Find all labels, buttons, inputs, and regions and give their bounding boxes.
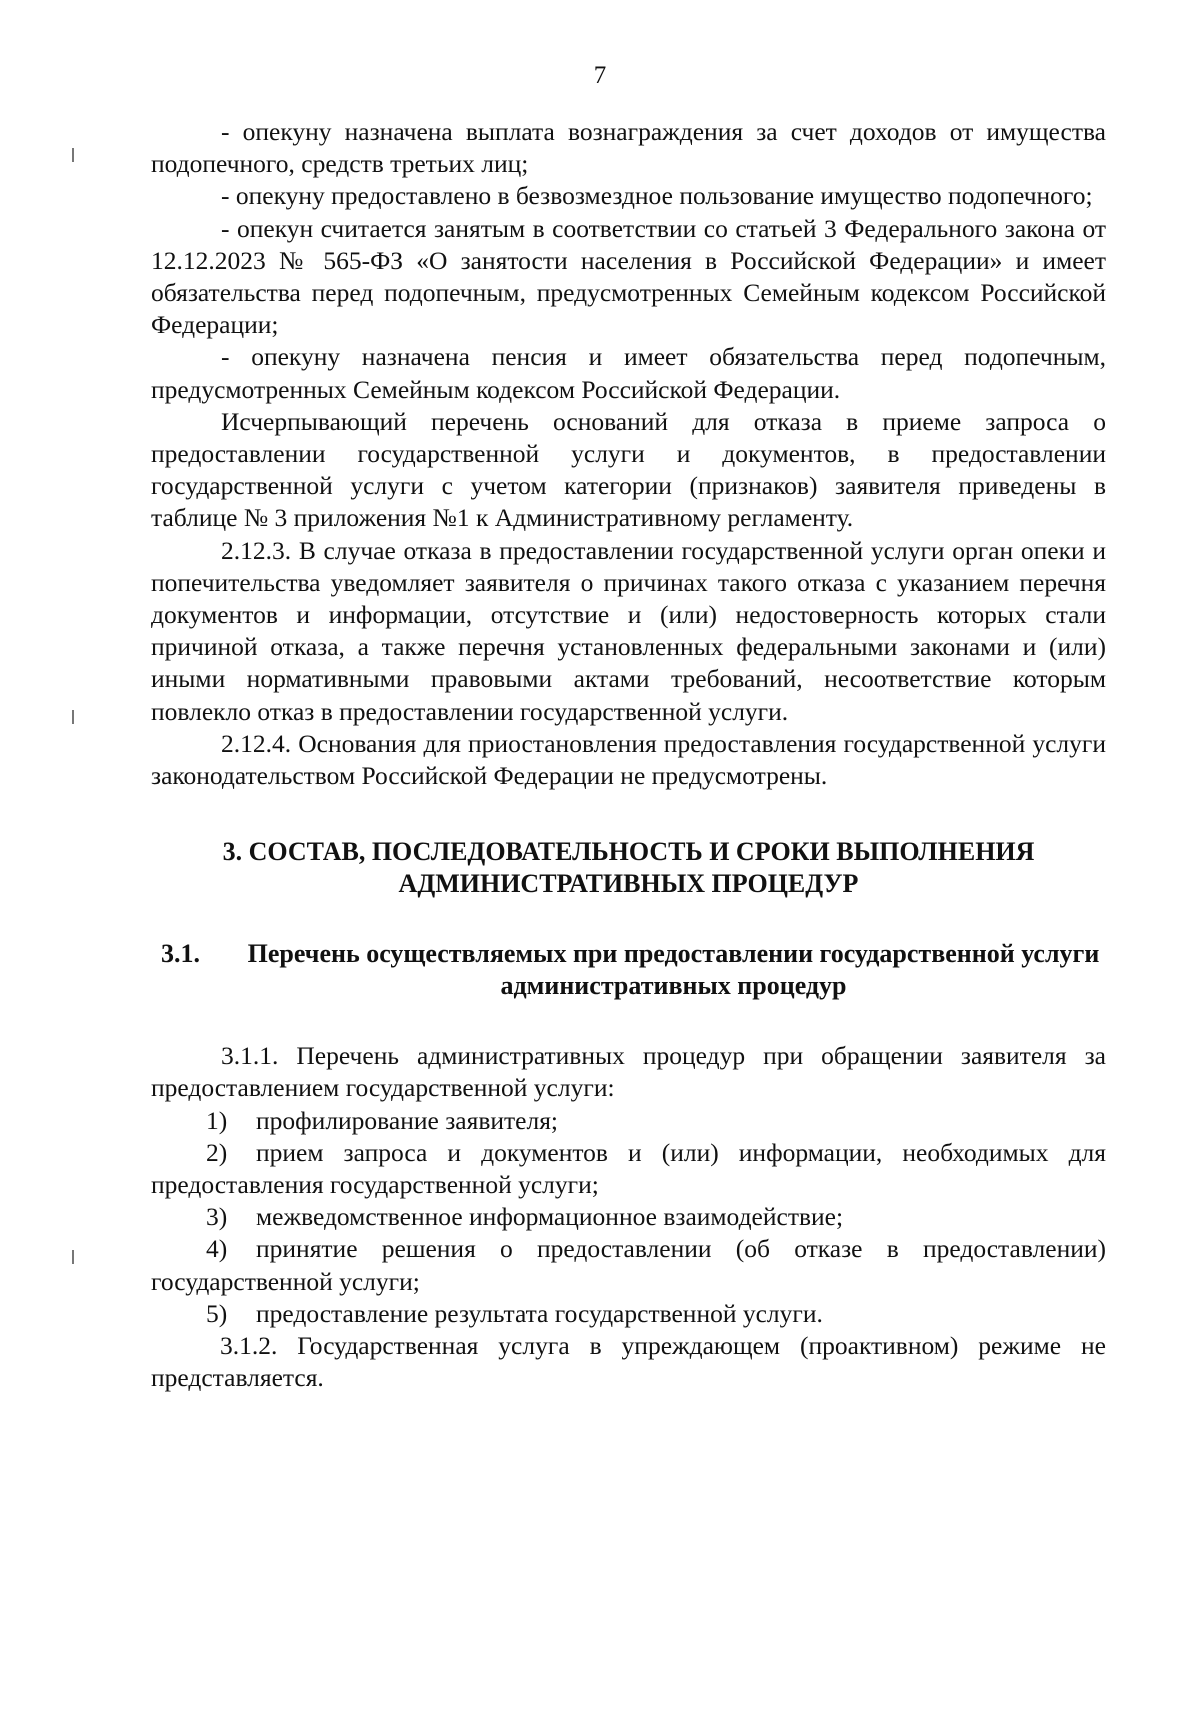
list-item-text: прием запроса и документов и (или) информации, необходимых для предоставления государственной услуги;	[151, 1137, 1106, 1200]
list-item-text: принятие решения о предоставлении (об отказе в предоставлении) государственной услуги;	[151, 1234, 1106, 1296]
margin-mark	[72, 1250, 74, 1264]
list-marker: 5)	[206, 1298, 228, 1328]
paragraph: - опекуну назначена выплата вознаграждения за счет доходов от имущества подопечного, средств третьих лиц;	[151, 117, 1106, 179]
list-item	[151, 1298, 1106, 1330]
margin-mark	[72, 148, 74, 162]
paragraph: - опекун считается занятым в соответствии со статьей 3 Федерального закона от 12.12.2023 № 565-ФЗ «О занятости населения в Российской Федерации» и имеет обязательства перед подопечным, предусмотренных Семейным кодексом Российской Федерации;	[151, 213, 1106, 340]
list-item-text: профилирование заявителя;	[256, 1105, 559, 1135]
list-item-text: межведомственное информационное взаимодействие;	[256, 1202, 844, 1232]
page-number: 7	[593, 62, 607, 89]
list-marker: 4)	[206, 1234, 228, 1264]
list-item	[151, 1105, 1106, 1137]
paragraph: - опекуну назначена пенсия и имеет обязательства перед подопечным, предусмотренных Семейным кодексом Российской Федерации.	[151, 342, 1106, 404]
paragraph: 3.1.1. Перечень административных процедур при обращении заявителя за предоставлением государственной услуги:	[151, 1041, 1106, 1103]
list-item	[151, 1137, 1106, 1201]
list-marker: 1)	[206, 1105, 228, 1135]
section-title-line: АДМИНИСТРАТИВНЫХ ПРОЦЕДУР	[398, 869, 859, 899]
section-title-line: 3. СОСТАВ, ПОСЛЕДОВАТЕЛЬНОСТЬ И СРОКИ ВЫПОЛНЕНИЯ	[222, 837, 1035, 867]
section-title	[151, 836, 1106, 900]
paragraph: 2.12.3. В случае отказа в предоставлении государственной услуги орган опеки и попечительства уведомляет заявителя о причинах такого отказа с указанием перечня документов и информации, отсутствие и (или) недостоверность которых стали причиной отказа, а также перечня установленных федеральными законами и (или) иными нормативными правовыми актами требований, несоответствие которым повлекло отказ в предоставлении государственной услуги.	[151, 535, 1106, 726]
paragraph: Исчерпывающий перечень оснований для отказа в приеме запроса о предоставлении государственной услуги и документов, в предоставлении государственной услуги с учетом категории (признаков) заявителя приведены в таблице № 3 приложения №1 к Административному регламенту.	[151, 406, 1106, 533]
list-item	[151, 1233, 1106, 1297]
list-marker: 3)	[206, 1202, 228, 1232]
subsection-title-text: Перечень осуществляемых при предоставлении государственной услуги административных процедур	[247, 939, 1100, 1001]
paragraph: 3.1.2. Государственная услуга в упреждающем (проактивном) режиме не представляется.	[151, 1331, 1106, 1393]
paragraph: 2.12.4. Основания для приостановления предоставления государственной услуги законодательством Российской Федерации не предусмотрены.	[151, 728, 1106, 791]
document-body	[151, 116, 1106, 1395]
list-item-text: предоставление результата государственной услуги.	[256, 1298, 823, 1328]
subsection-number: 3.1.	[161, 939, 200, 969]
paragraph: - опекуну предоставлено в безвозмездное пользование имущество подопечного;	[221, 181, 1093, 211]
margin-mark	[72, 710, 74, 724]
list-marker: 2)	[206, 1137, 228, 1167]
list-item	[151, 1201, 1106, 1233]
subsection-title	[151, 938, 1106, 1002]
